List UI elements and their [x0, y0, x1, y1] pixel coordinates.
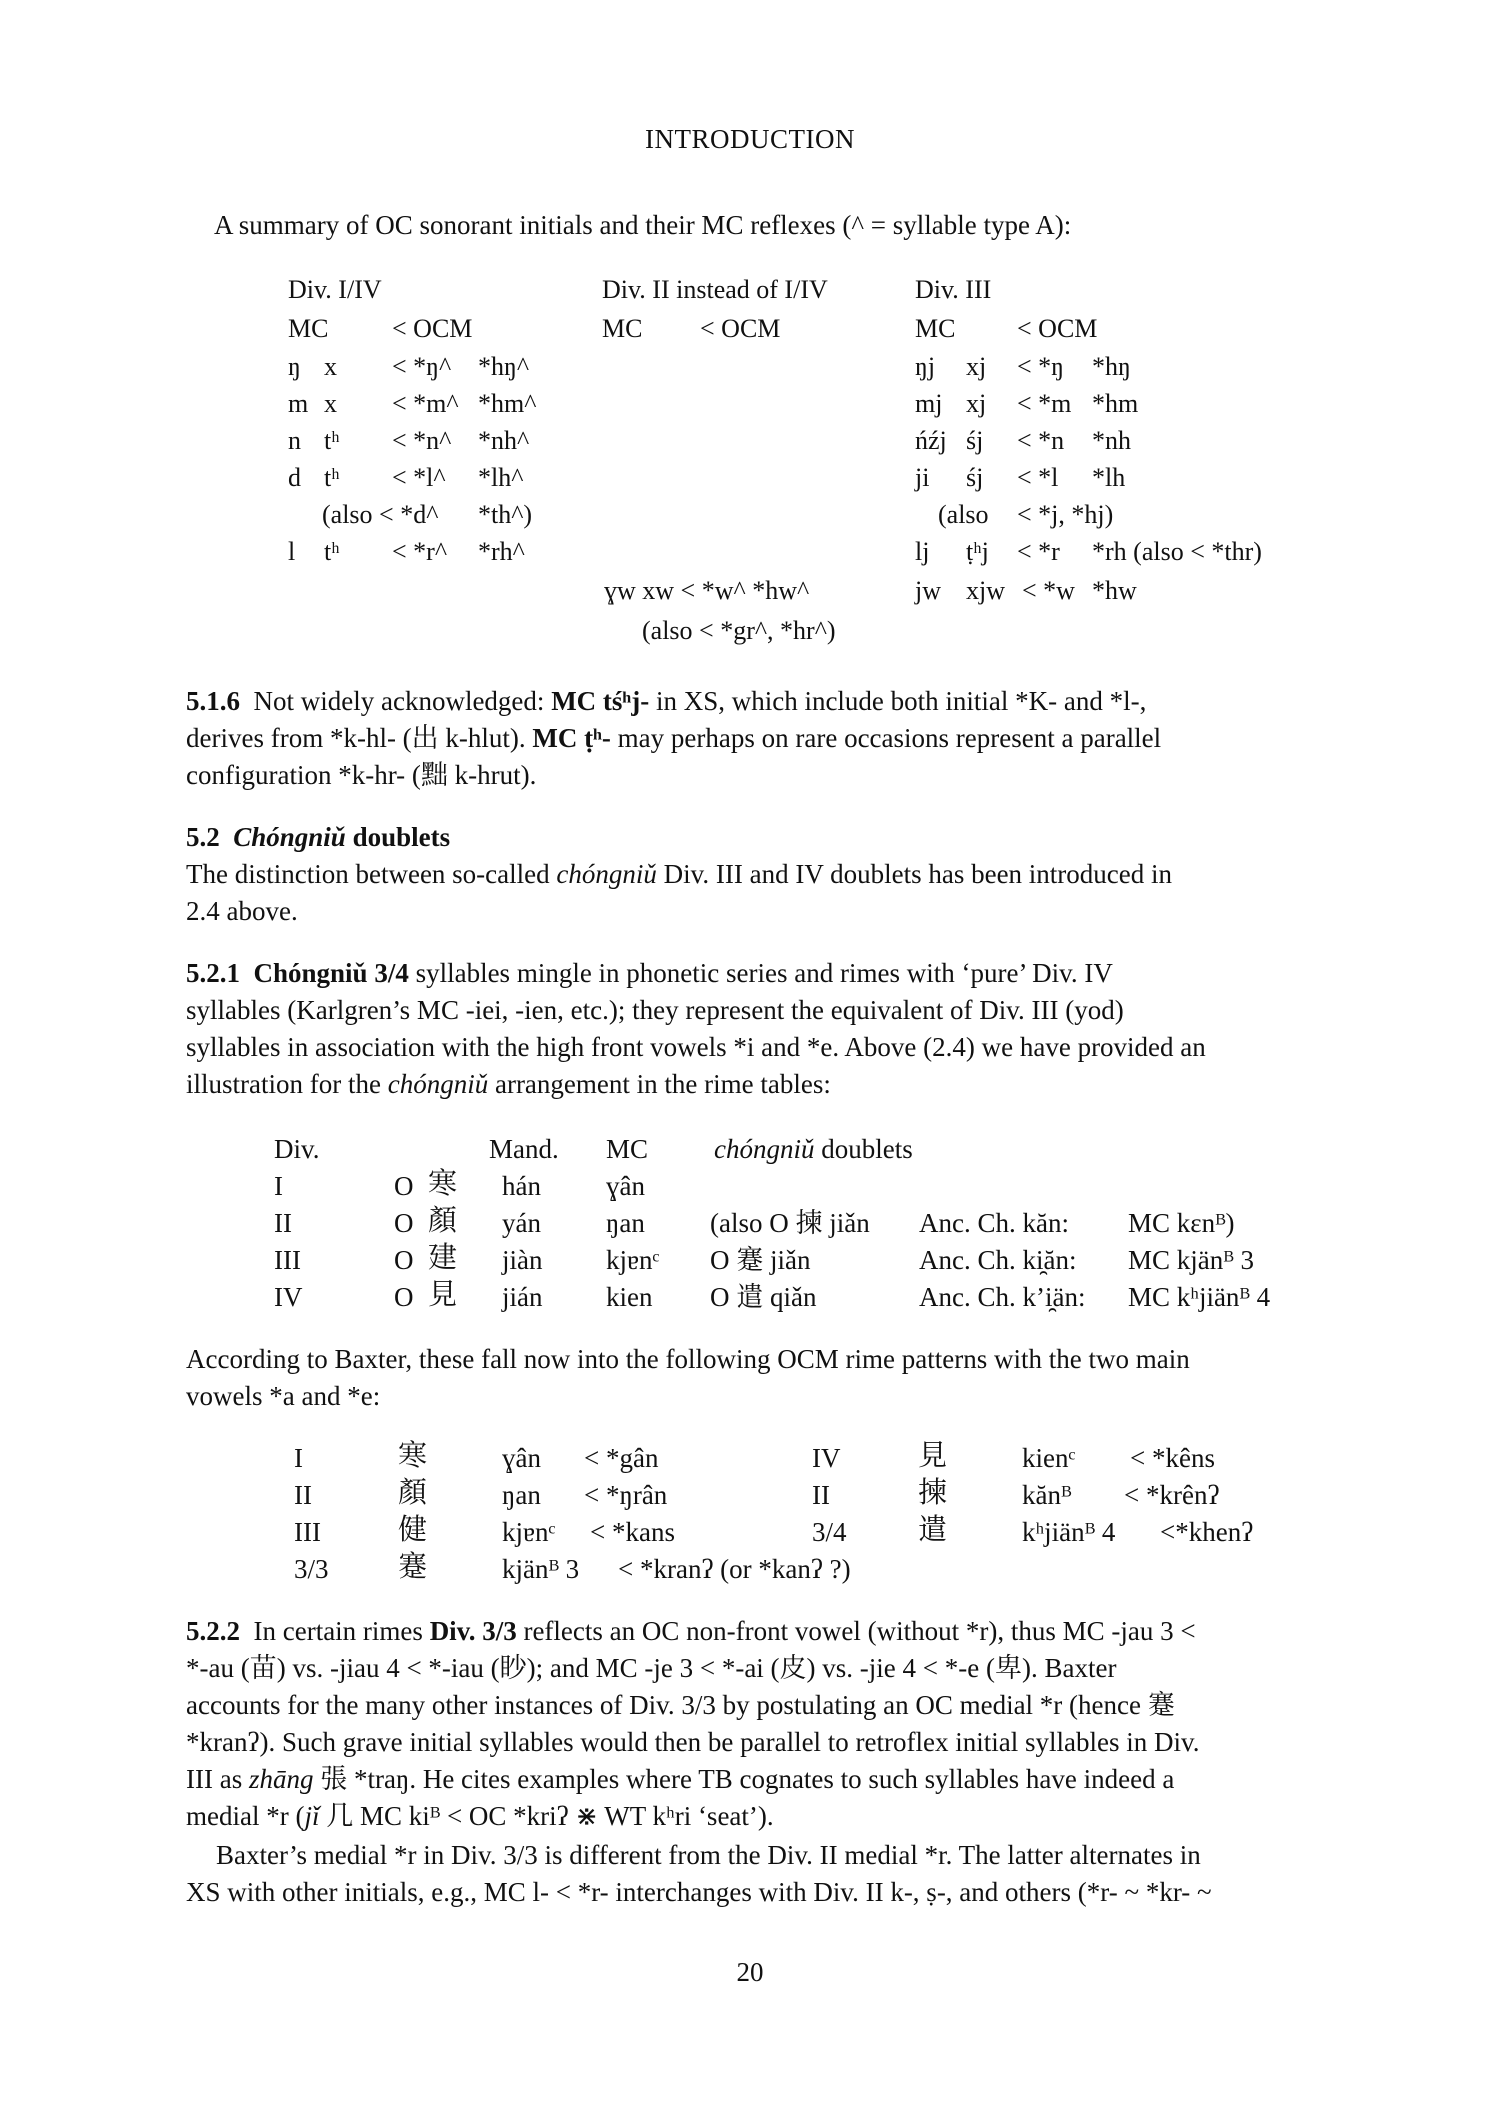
section-number: 5.2.2	[186, 1616, 240, 1646]
table-cell: *hm	[1092, 389, 1139, 418]
table-cell: *hŋ^	[478, 352, 530, 381]
table-cell: xjw	[966, 576, 1005, 605]
paragraph-line	[186, 956, 1113, 990]
text-run: in XS, which include both initial *K- and *l-,	[649, 686, 1147, 716]
text-run: III as	[186, 1764, 249, 1794]
text-run: may perhaps on rare occasions represent a parallel	[610, 723, 1162, 753]
running-header: INTRODUCTION	[645, 124, 855, 154]
table-cell: II	[812, 1480, 830, 1510]
table-cell: (also < *d^	[322, 500, 439, 529]
text-run: 張 *traŋ. He cites examples where TB cognates to such syllables have indeed a	[313, 1764, 1175, 1794]
chinese-character: 建	[428, 1242, 458, 1274]
table-cell: < *ŋ^	[392, 352, 452, 381]
table-cell: ńźj	[915, 426, 947, 455]
table-header	[714, 1132, 913, 1166]
table-cell: *rh^	[478, 537, 525, 566]
table-cell: jián	[502, 1282, 543, 1312]
table-cell: 3/4	[812, 1517, 847, 1547]
table-cell: < *ŋrân	[584, 1480, 668, 1510]
table-cell: kjɐnᶜ	[606, 1245, 660, 1275]
chinese-character: 顏	[398, 1477, 428, 1509]
table-subhead: < OCM	[700, 314, 781, 343]
paragraph-line	[186, 857, 1172, 891]
bold-term: Div. 3/3	[429, 1616, 517, 1646]
table-cell: O	[394, 1245, 414, 1275]
table-cell: ṭʰj	[966, 537, 989, 566]
italic-term: chóngniǔ	[556, 859, 657, 889]
table-cell: *lh^	[478, 463, 524, 492]
text-run: illustration for the	[186, 1069, 388, 1099]
table-cell: l	[288, 537, 296, 566]
table-cell: xj	[966, 389, 987, 418]
table-cell: tʰ	[324, 426, 340, 455]
table-cell: MC kʰjiänᴮ 4	[1128, 1282, 1271, 1312]
table-cell: kjɐnᶜ	[502, 1517, 556, 1547]
table-cell: < *ŋ	[1017, 352, 1065, 381]
summary-intro: A summary of OC sonorant initials and their MC reflexes (^ = syllable type A):	[214, 210, 1072, 240]
chinese-character: 寒	[428, 1168, 458, 1200]
table-cell: śj	[966, 463, 984, 492]
section-number: 5.2	[186, 822, 220, 852]
text-run: doublets	[814, 1134, 913, 1164]
italic-term: chóngniǔ	[387, 1069, 489, 1099]
table-cell: jw	[915, 576, 941, 605]
table-cell: I	[294, 1443, 303, 1473]
table-subhead: < OCM	[1017, 314, 1098, 343]
table-cell: d	[288, 463, 301, 492]
table-cell: < *l	[1017, 463, 1059, 492]
bold-term: Chóngniǔ 3/4	[253, 958, 409, 988]
heading-text: doublets	[345, 822, 451, 852]
table-cell: *rh (also < *thr)	[1092, 537, 1262, 566]
table-cell: n	[288, 426, 301, 455]
bold-term: MC tśʰj-	[551, 686, 650, 716]
text-run: configuration *k-hr- (黜 k-hrut).	[186, 760, 537, 790]
table-cell: x	[324, 389, 337, 418]
section-5-1-6-line	[186, 684, 1146, 718]
paragraph-line: syllables in association with the high front vowels *i and *e. Above (2.4) we have provided an	[186, 1032, 1206, 1062]
paragraph-line	[186, 1762, 1174, 1796]
text-run: 几 MC kiᴮ < OC *kriʔ ⋇ WT kʰri ‘seat’).	[319, 1801, 774, 1831]
text-run: derives from *k-hl- (出 k-hlut).	[186, 723, 533, 753]
table-cell: II	[294, 1480, 312, 1510]
table-cell: ɣân	[502, 1443, 541, 1473]
table-cell: < *n	[1017, 426, 1065, 455]
page-number: 20	[736, 1957, 764, 1987]
table-cell: ŋ	[288, 352, 301, 381]
section-number: 5.1.6	[186, 686, 240, 716]
section-5-1-6-line	[186, 721, 1161, 755]
table-cell: (also O 揀 jiǎn	[710, 1208, 870, 1238]
text-run: arrangement in the rime tables:	[488, 1069, 831, 1099]
table-cell: Anc. Ch. k’i̯än:	[919, 1282, 1086, 1312]
table-cell: jiàn	[502, 1245, 543, 1275]
table-cell: O 遣 qiǎn	[710, 1282, 817, 1312]
text-run: reflects an OC non-front vowel (without *r), thus MC -jau 3 <	[516, 1616, 1196, 1646]
bold-term: MC ṭʰ-	[532, 723, 611, 753]
text-run: The distinction between so-called	[186, 859, 557, 889]
table-cell: x	[324, 352, 337, 381]
table-cell: ŋj	[915, 352, 936, 381]
table-cell: < *gân	[584, 1443, 659, 1473]
table-cell: Anc. Ch. kăn:	[919, 1208, 1069, 1238]
table-cell: O	[394, 1208, 414, 1238]
paragraph-line: *kranʔ). Such grave initial syllables would then be parallel to retroflex initial syllables in Div.	[186, 1727, 1200, 1757]
table-cell: (also	[938, 500, 989, 529]
chinese-character: 見	[428, 1279, 458, 1311]
table-cell: kʰjiänᴮ 4	[1022, 1517, 1116, 1547]
table-cell: IV	[274, 1282, 303, 1312]
section-5-1-6-line	[186, 758, 536, 792]
table-heading: Div. I/IV	[288, 275, 382, 304]
table-cell: hán	[502, 1171, 541, 1201]
table-cell: ɣân	[606, 1171, 645, 1201]
table-subhead: MC	[288, 314, 329, 343]
paragraph-line: XS with other initials, e.g., MC l- < *r- interchanges with Div. II k-, ṣ-, and others (*r- ~ *kr- ~	[186, 1877, 1212, 1907]
table-cell: *hm^	[478, 389, 537, 418]
paragraph-line	[186, 1067, 831, 1101]
table-cell: *nh	[1092, 426, 1131, 455]
table-cell: < *m^	[392, 389, 459, 418]
table-cell: < *kans	[590, 1517, 675, 1547]
text-run: syllables mingle in phonetic series and rimes with ‘pure’ Div. IV	[408, 958, 1113, 988]
table-cell: kănᴮ	[1022, 1480, 1072, 1510]
table-cell: < *kêns	[1130, 1443, 1215, 1473]
table-cell: lj	[915, 537, 930, 566]
table-cell: *lh	[1092, 463, 1126, 492]
table-cell: kien	[606, 1282, 653, 1312]
chinese-character: 遣	[918, 1514, 948, 1546]
table-cell: 3/3	[294, 1554, 329, 1584]
table-cell: < *n^	[392, 426, 452, 455]
table-cell: < *kranʔ (or *kanʔ ?)	[618, 1554, 851, 1584]
table-cell: < *r^	[392, 537, 448, 566]
paragraph-line	[186, 1614, 1196, 1648]
table-subhead: MC	[915, 314, 956, 343]
italic-term: Chóngniǔ	[233, 822, 346, 852]
table-cell: *hw	[1092, 576, 1137, 605]
italic-term: jǐ	[304, 1801, 320, 1831]
table-cell: I	[274, 1171, 283, 1201]
table-cell: kienᶜ	[1022, 1443, 1076, 1473]
table-cell: IV	[812, 1443, 841, 1473]
table-cell: ji	[915, 463, 930, 492]
chinese-character: 蹇	[398, 1551, 428, 1583]
table-cell: ŋan	[502, 1480, 541, 1510]
paragraph-line: According to Baxter, these fall now into the following OCM rime patterns with the two main	[186, 1344, 1190, 1374]
section-heading	[186, 820, 450, 854]
table-cell: O	[394, 1171, 414, 1201]
text-run: Div. III and IV doublets has been introduced in	[656, 859, 1173, 889]
paragraph-line: vowels *a and *e:	[186, 1381, 381, 1411]
table-cell: *hŋ	[1092, 352, 1131, 381]
text-run: In certain rimes	[253, 1616, 430, 1646]
table-subhead: MC	[602, 314, 643, 343]
table-cell: yán	[502, 1208, 541, 1238]
table-cell: < *l^	[392, 463, 446, 492]
table-cell: (also < *gr^, *hr^)	[642, 616, 836, 645]
table-cell: kjänᴮ 3	[502, 1554, 580, 1584]
text-run: medial *r (	[186, 1801, 305, 1831]
table-header: Div.	[274, 1134, 320, 1164]
table-cell: *th^)	[478, 500, 533, 529]
text-run: Not widely acknowledged:	[253, 686, 552, 716]
table-cell: < *krênʔ	[1124, 1480, 1220, 1510]
table-heading: Div. III	[915, 275, 992, 304]
table-cell: MC kɛnᴮ)	[1128, 1208, 1235, 1238]
table-cell: O 蹇 jiǎn	[710, 1245, 811, 1275]
table-cell: tʰ	[324, 537, 340, 566]
chinese-character: 揀	[918, 1477, 948, 1509]
table-header: MC	[606, 1134, 649, 1164]
table-heading: Div. II instead of I/IV	[602, 275, 828, 304]
section-number: 5.2.1	[186, 958, 240, 988]
table-cell: tʰ	[324, 463, 340, 492]
table-cell: O	[394, 1282, 414, 1312]
table-cell: < *w	[1022, 576, 1075, 605]
table-cell: śj	[966, 426, 984, 455]
table-cell: III	[294, 1517, 321, 1547]
italic-term: zhāng	[248, 1764, 314, 1794]
table-cell: < *j, *hj)	[1017, 500, 1114, 529]
table-cell: Anc. Ch. ki̯ăn:	[919, 1245, 1077, 1275]
paragraph-line: accounts for the many other instances of Div. 3/3 by postulating an OC medial *r (hence 蹇	[186, 1690, 1175, 1720]
chinese-character: 寒	[398, 1440, 428, 1472]
table-cell: < *r	[1017, 537, 1060, 566]
italic-term: chóngniǔ	[714, 1134, 815, 1164]
table-cell: m	[288, 389, 309, 418]
chinese-character: 健	[398, 1514, 428, 1546]
table-cell: < *m	[1017, 389, 1072, 418]
table-cell: xj	[966, 352, 987, 381]
table-cell: II	[274, 1208, 292, 1238]
chinese-character: 見	[918, 1440, 948, 1472]
chinese-character: 顏	[428, 1205, 458, 1237]
table-cell: III	[274, 1245, 301, 1275]
paragraph-line	[186, 1799, 774, 1833]
table-cell: *nh^	[478, 426, 530, 455]
table-cell: mj	[915, 389, 943, 418]
table-cell: ɣw xw < *w^ *hw^	[604, 576, 810, 605]
table-cell: ŋan	[606, 1208, 645, 1238]
paragraph-line: *-au (苗) vs. -jiau 4 < *-iau (眇); and MC -je 3 < *-ai (皮) vs. -jie 4 < *-e (卑). Baxter	[186, 1653, 1117, 1683]
paragraph-line: Baxter’s medial *r in Div. 3/3 is different from the Div. II medial *r. The latter alternates in	[216, 1840, 1201, 1870]
paragraph-line: syllables (Karlgren’s MC -iei, -ien, etc.); they represent the equivalent of Div. III (yod)	[186, 995, 1124, 1025]
table-cell: MC kjänᴮ 3	[1128, 1245, 1254, 1275]
paragraph-line: 2.4 above.	[186, 896, 298, 926]
table-cell: <*khenʔ	[1160, 1517, 1254, 1547]
table-subhead: < OCM	[392, 314, 473, 343]
table-header: Mand.	[489, 1134, 559, 1164]
